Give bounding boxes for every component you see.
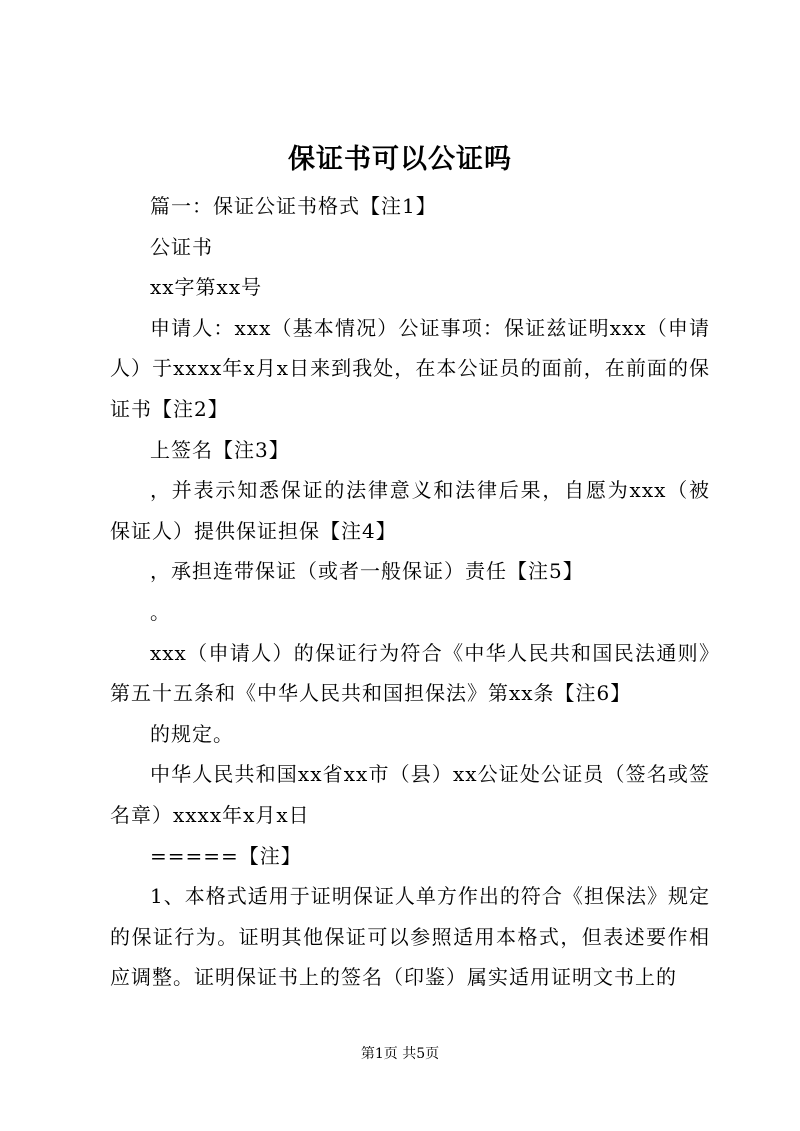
paragraph: 。: [150, 599, 171, 624]
paragraph: xx字第xx号: [150, 275, 263, 300]
paragraph: 中华人民共和国xx省xx市（县）xx公证处公证员（签名或签名章）xxxx年x月x日: [110, 762, 710, 827]
paragraph: ，承担连带保证（或者一般保证）责任【注5】: [150, 559, 584, 584]
document-body: [110, 186, 710, 998]
paragraph: 的规定。: [150, 721, 234, 746]
paragraph: xxx（申请人）的保证行为符合《中华人民共和国民法通则》第五十五条和《中华人民共和国担保法》第xx条【注6】: [110, 640, 710, 706]
paragraph: 篇一：保证公证书格式【注1】: [150, 194, 437, 218]
paragraph: 1、本格式适用于证明保证人单方作出的符合《担保法》规定的保证行为。证明其他保证可以参照适用本格式，但表述要作相应调整。证明保证书上的签名（印鉴）属实适用证明文书上的: [110, 884, 710, 990]
document-title: 保证书可以公证吗: [288, 144, 512, 175]
paragraph: ，并表示知悉保证的法律意义和法律后果，自愿为xxx（被保证人）提供保证担保【注4】: [110, 478, 710, 543]
paragraph: 上签名【注3】: [150, 437, 290, 462]
paragraph: 申请人：xxx（基本情况）公证事项：保证兹证明xxx（申请人）于xxxx年x月x日来到我处，在本公证员的面前，在前面的保证书【注2】: [110, 315, 710, 421]
page-footer: 第1页 共5页: [360, 1046, 440, 1062]
paragraph: =====【注】: [150, 843, 302, 868]
paragraph: 公证书: [150, 234, 213, 259]
